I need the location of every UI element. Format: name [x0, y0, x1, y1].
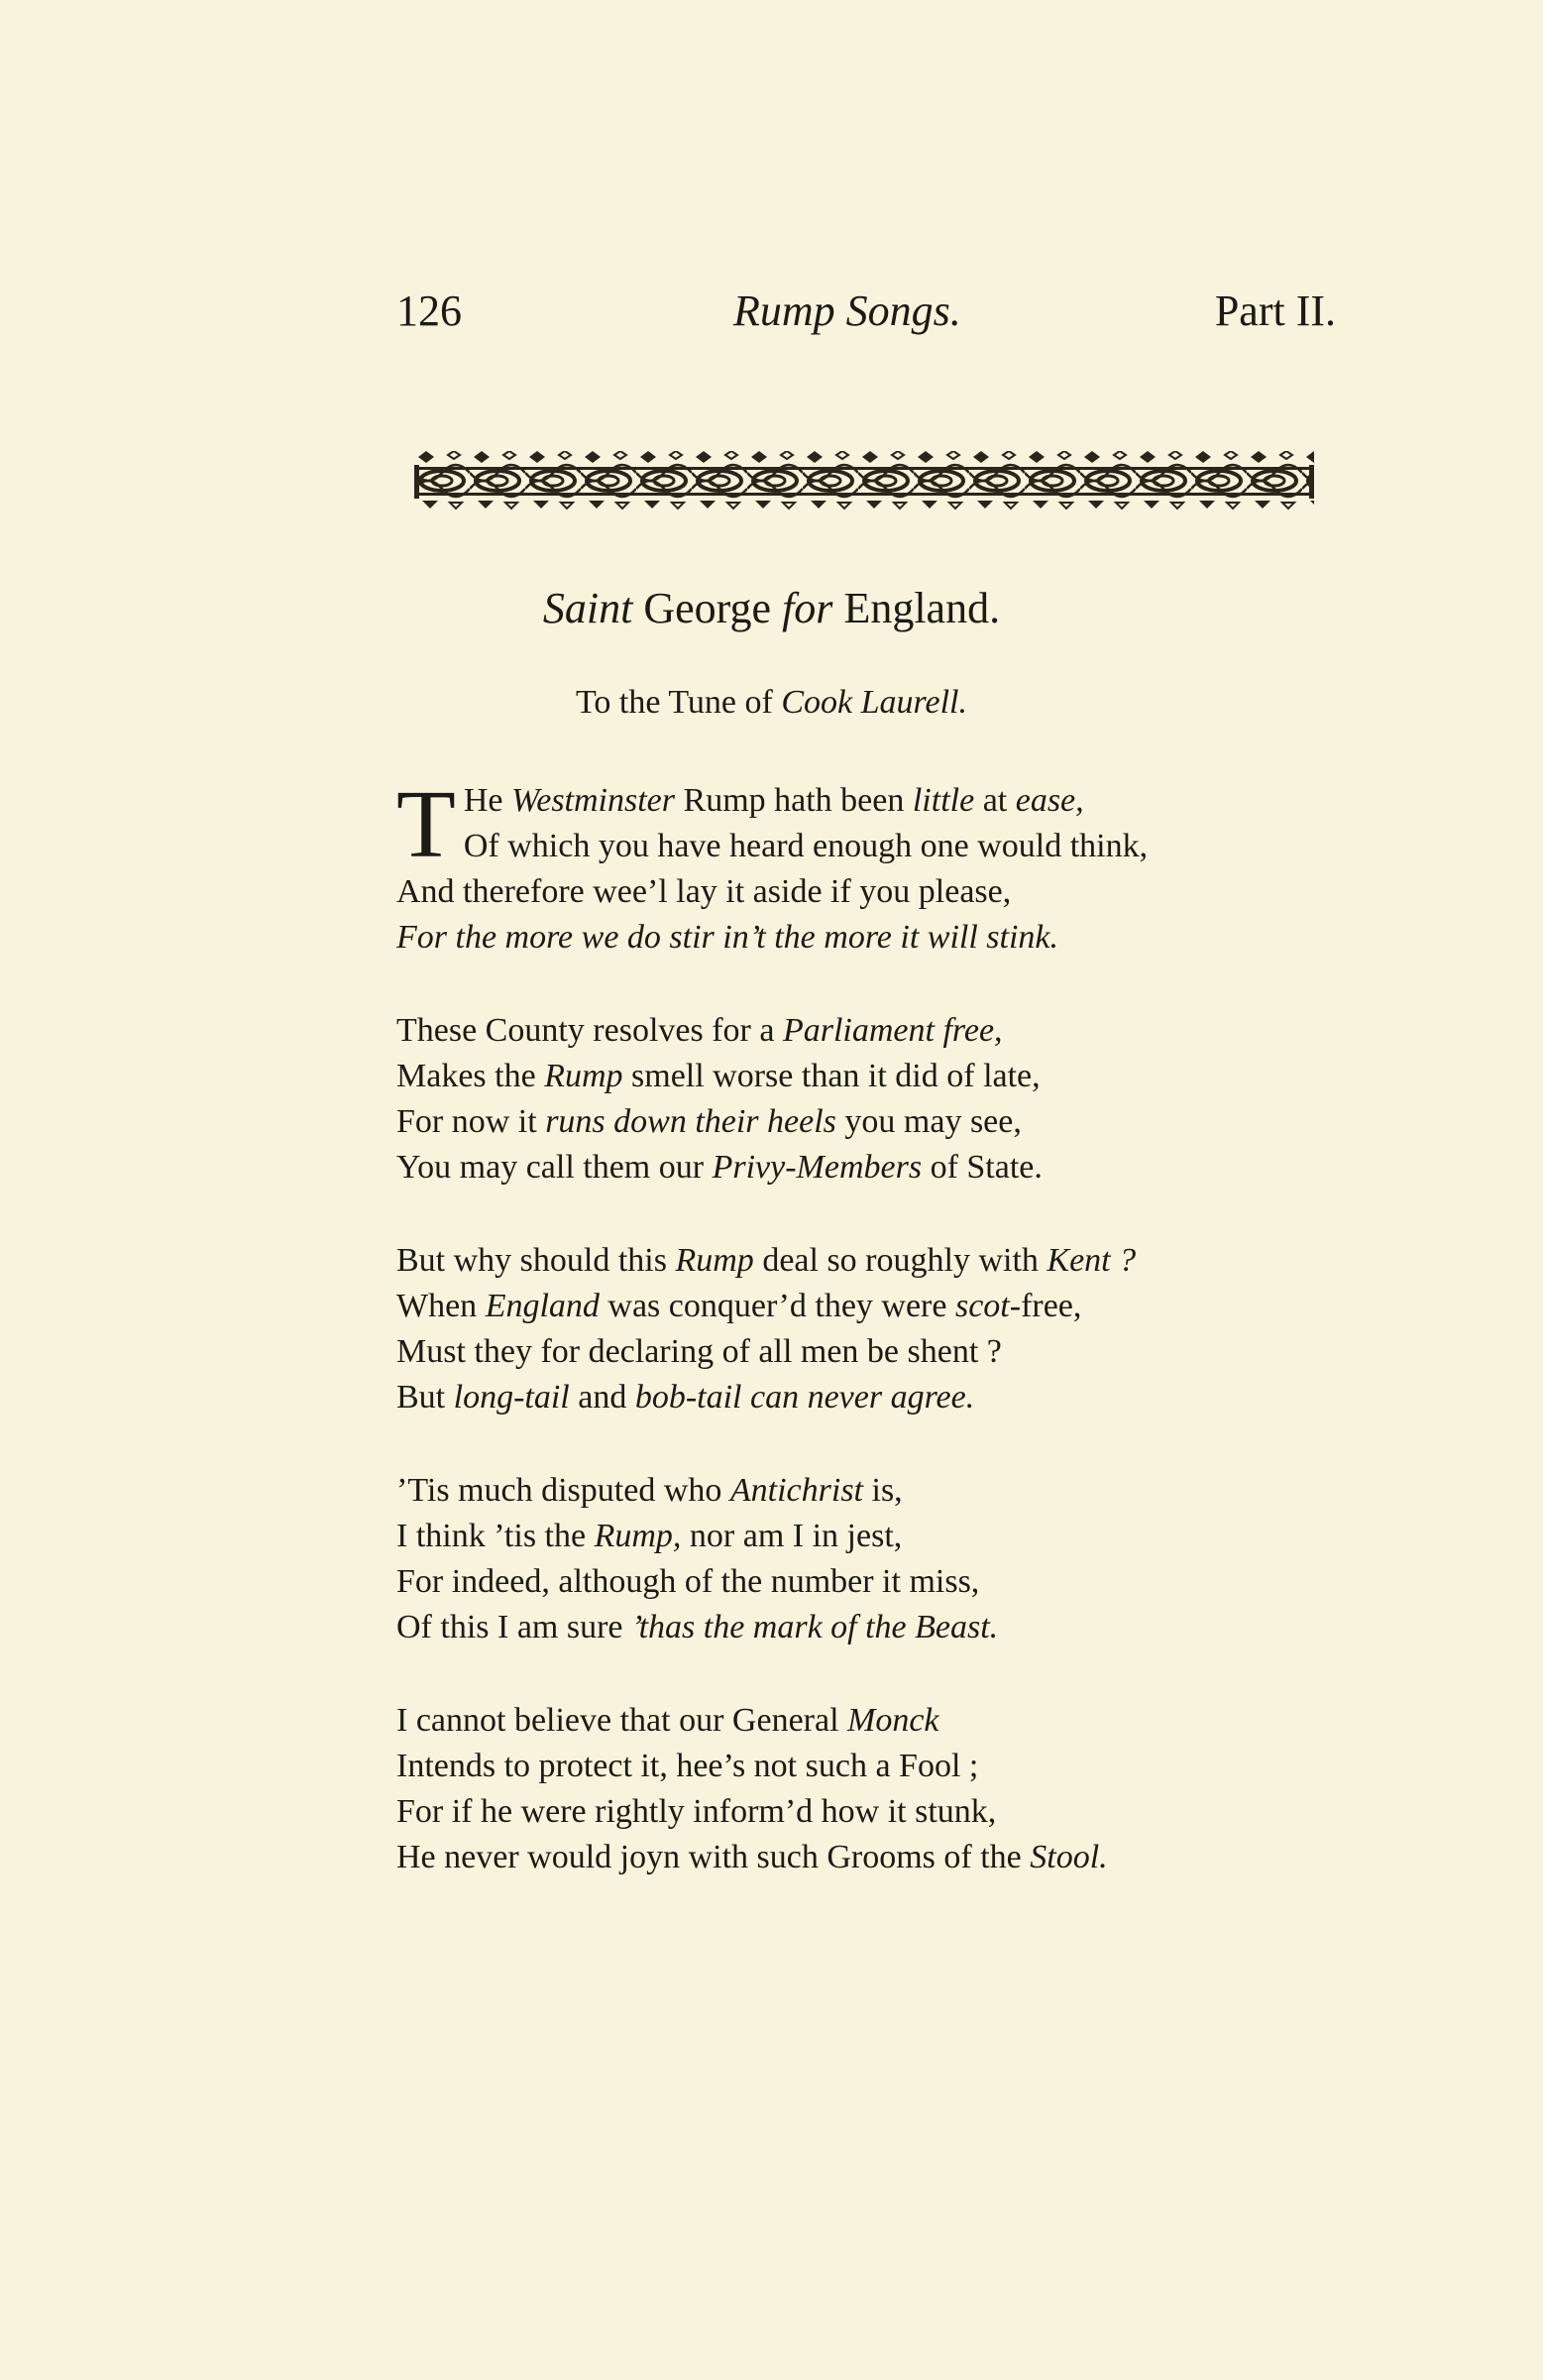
verse-text: ’Tis much disputed who [396, 1472, 722, 1509]
poem-body [396, 771, 1348, 1928]
verse-text: I cannot believe that our General [396, 1702, 839, 1739]
verse-text: smell worse than it did of late, [631, 1058, 1041, 1094]
verse-italic: Antichrist [729, 1472, 863, 1509]
verse-text: These County resolves for a [396, 1012, 775, 1049]
stanza [396, 771, 1348, 961]
verse-italic: ’thas the mark of the Beast. [631, 1609, 999, 1645]
verse-line: For indeed, although of the number it miss, [396, 1563, 980, 1600]
verse-italic: Parliament free, [782, 1012, 1003, 1049]
verse-line [396, 1375, 1348, 1420]
verse-text: But why should this [396, 1242, 667, 1279]
verse-italic: Monck [847, 1702, 939, 1739]
running-title: Rump Songs. [733, 286, 961, 335]
verse-text: He never would joyn with such Grooms of the [396, 1839, 1022, 1875]
verse-italic: England [485, 1288, 600, 1324]
tune-line [0, 684, 1543, 722]
verse-text: But [396, 1379, 446, 1416]
running-header [396, 285, 1336, 345]
verse-text: When [396, 1288, 478, 1324]
title-word-george: George [643, 584, 772, 632]
verse-text: Of this I am sure [396, 1609, 623, 1645]
stanza [396, 1008, 1348, 1190]
verse-text: of State. [930, 1149, 1043, 1186]
verse-line [396, 778, 1348, 824]
verse-italic: bob-tail can never agree. [634, 1379, 975, 1416]
verse-line: Must they for declaring of all men be shent ? [396, 1333, 1002, 1370]
verse-text: deal so roughly with [762, 1242, 1039, 1279]
verse-line [396, 1284, 1348, 1329]
verse-line: For if he were rightly inform’d how it stunk, [396, 1793, 997, 1830]
verse-italic: For the more we do stir in’t the more it will stink. [396, 919, 1058, 956]
verse-line [396, 1605, 1348, 1650]
stanza [396, 1238, 1348, 1420]
verse-italic: Rump [675, 1242, 754, 1279]
stanza [396, 1698, 1348, 1880]
verse-text: You may call them our [396, 1149, 705, 1186]
verse-line [396, 1698, 1348, 1744]
drop-cap: T [396, 771, 456, 878]
verse-italic: ease, [1015, 782, 1084, 819]
verse-line [396, 1835, 1348, 1880]
verse-line [396, 1468, 1348, 1514]
verse-text: at [982, 782, 1008, 819]
verse-italic: scot [954, 1288, 1010, 1324]
verse-line: Intends to protect it, hee’s not such a Fool ; [396, 1748, 979, 1784]
verse-italic: Kent ? [1047, 1242, 1137, 1279]
verse-line [396, 1145, 1348, 1190]
part-label: Part II. [1214, 286, 1336, 335]
stanza [396, 1468, 1348, 1650]
verse-italic: Privy-Members [712, 1149, 923, 1186]
verse-italic: runs down their heels [545, 1103, 836, 1140]
tune-lead: To the Tune of [576, 684, 773, 721]
verse-line [396, 1008, 1348, 1054]
poem-title [0, 583, 1543, 633]
verse-text: For now it [396, 1103, 537, 1140]
title-word-for: for [782, 584, 833, 632]
verse-text: nor am I in jest, [689, 1518, 903, 1554]
verse-text: was conquer’d they were [607, 1288, 947, 1324]
verse-text: I think ’tis the [396, 1518, 587, 1554]
verse-italic: long-tail [453, 1379, 570, 1416]
verse-italic: Westminster [511, 782, 676, 819]
verse-line [396, 1054, 1348, 1099]
verse-text: He [463, 782, 503, 819]
verse-italic: Stool. [1030, 1839, 1108, 1875]
verse-text: Rump hath been [683, 782, 905, 819]
verse-text: -free, [1009, 1288, 1082, 1324]
verse-text: and [578, 1379, 627, 1416]
verse-italic: Rump, [594, 1518, 682, 1554]
verse-line [396, 1099, 1348, 1145]
title-word-saint: Saint [542, 584, 633, 632]
verse-italic: little [912, 782, 975, 819]
verse-line [396, 915, 1348, 961]
verse-italic: Rump [544, 1058, 623, 1094]
verse-line: Of which you have heard enough one would think, [463, 828, 1149, 864]
title-word-england: England. [843, 584, 1001, 632]
verse-text: you may see, [844, 1103, 1022, 1140]
verse-text: Makes the [396, 1058, 536, 1094]
page-number: 126 [396, 286, 462, 335]
verse-line: And therefore wee’l lay it aside if you please, [396, 873, 1012, 910]
ornamental-border [414, 451, 1314, 510]
verse-text: is, [871, 1472, 903, 1509]
verse-line [396, 1514, 1348, 1559]
verse-line [396, 1238, 1348, 1284]
tune-name: Cook Laurell. [781, 684, 967, 721]
